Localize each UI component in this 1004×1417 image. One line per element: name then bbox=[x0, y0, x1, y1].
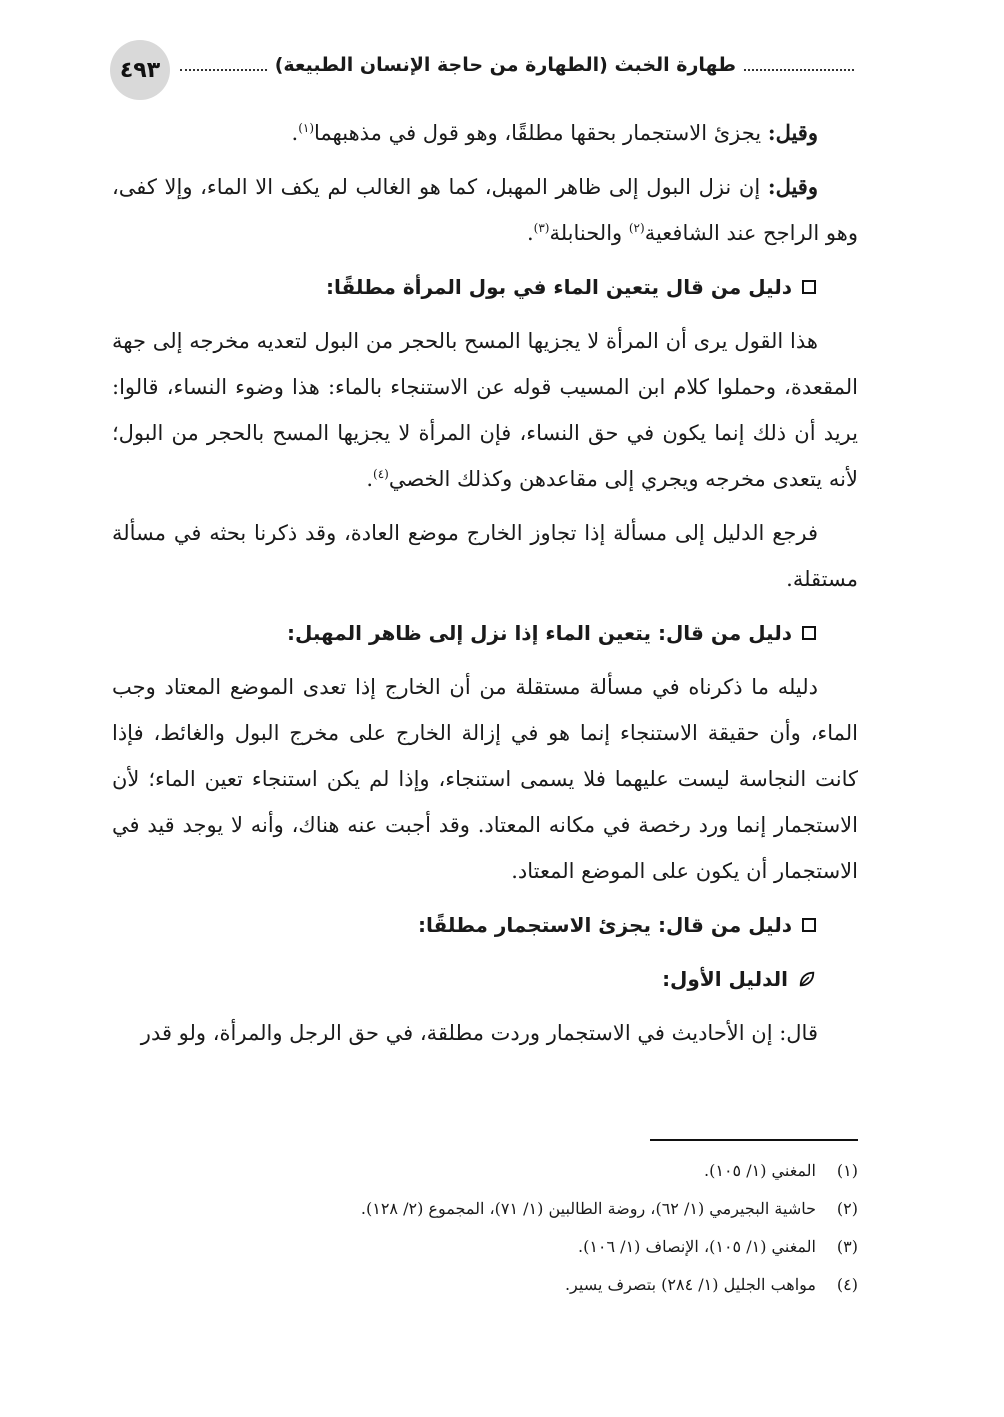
paragraph-text: هذا القول يرى أن المرأة لا يجزيها المسح بالحجر من البول لتعديه مخرجه إلى جهة المقعدة، وحملوا كلام ابن المسيب قوله عن الاستنجاء بالماء: هذا وضوء النساء، قالوا: يريد أن ذلك إنما يكون في حق النساء، فإن المرأة لا يجزيها المسح بالحجر من البول؛ لأنه يتعدى مخرجه ويجري إلى مقاعدهن وكذلك الخصي bbox=[112, 329, 858, 491]
page-header bbox=[110, 40, 854, 100]
heading-text: دليل من قال: يتعين الماء إذا نزل إلى ظاهر المهبل: bbox=[287, 621, 792, 645]
heading-text: الدليل الأول: bbox=[662, 967, 788, 991]
paragraph-3 bbox=[112, 318, 858, 502]
footnote-number: (٣) bbox=[836, 1237, 858, 1256]
footnotes bbox=[112, 1152, 858, 1304]
paragraph-end: . bbox=[526, 221, 534, 245]
header-dots-right bbox=[744, 69, 854, 71]
footnote-ref[interactable]: (١) bbox=[298, 121, 315, 135]
square-bullet-icon bbox=[802, 918, 816, 932]
paragraph-text: يجزئ الاستجمار بحقها مطلقًا، وهو قول في مذهبهما bbox=[314, 121, 768, 145]
paragraph-text: إن نزل البول إلى ظاهر المهبل، كما هو الغالب لم يكف الا الماء، وإلا كفى، وهو الراجح عند الشافعية bbox=[112, 175, 858, 245]
footnote-separator bbox=[650, 1139, 858, 1141]
paragraph-6: قال: إن الأحاديث في الاستجمار وردت مطلقة، في حق الرجل والمرأة، ولو قدر bbox=[140, 1021, 818, 1045]
footnote-item bbox=[112, 1228, 858, 1266]
paragraph-2 bbox=[112, 164, 858, 256]
paragraph-5: دليله ما ذكرناه في مسألة مستقلة من أن الخارج إذا تعدى الموضع المعتاد وجب الماء، وأن حقيقة الاستنجاء إنما هو في إزالة الخارج على مخرج البول والغائط، فإذا كانت النجاسة ليست عليهما فلا يسمى استنجاء، وإذا لم يكن استنجاء تعين الماء؛ لأن الاستجمار إنما ورد رخصة في مكانه المعتاد. وقد أجبت عنه هناك، وأنه لا يوجد قيد في الاستجمار أن يكون على الموضع المعتاد. bbox=[112, 675, 858, 883]
paragraph-end: . bbox=[366, 467, 373, 491]
paragraph-text: والحنابلة bbox=[549, 221, 629, 245]
heading-text: دليل من قال يتعين الماء في بول المرأة مطلقًا: bbox=[325, 275, 792, 299]
subsection-heading bbox=[112, 956, 858, 1002]
main-text bbox=[112, 110, 858, 1064]
footnote-item bbox=[112, 1152, 858, 1190]
header-title-text: طهارة الخبث (الطهارة من حاجة الإنسان الطبيعة) bbox=[274, 54, 736, 76]
footnote-text: مواهب الجليل (١/ ٢٨٤) بتصرف يسير. bbox=[564, 1275, 816, 1294]
footnote-ref[interactable]: (٤) bbox=[373, 467, 389, 481]
footnote-number: (١) bbox=[836, 1161, 858, 1180]
footnote-ref[interactable]: (٣) bbox=[533, 221, 550, 235]
square-bullet-icon bbox=[802, 626, 816, 640]
footnote-ref[interactable]: (٢) bbox=[628, 221, 645, 235]
header-dots-left bbox=[180, 69, 267, 71]
paragraph-4: فرجع الدليل إلى مسألة إذا تجاوز الخارج موضع العادة، وقد ذكرنا بحثه في مسألة مستقلة. bbox=[112, 521, 858, 591]
footnote-text: حاشية البجيرمي (١/ ٦٢)، روضة الطالبين (١/ ٧١)، المجموع (٢/ ١٢٨). bbox=[360, 1199, 816, 1218]
footnote-item bbox=[112, 1266, 858, 1304]
paragraph-1 bbox=[112, 110, 858, 156]
footnote-text: المغني (١/ ١٠٥). bbox=[704, 1161, 816, 1180]
heading-text: دليل من قال: يجزئ الاستجمار مطلقًا: bbox=[418, 913, 792, 937]
footnote-item bbox=[112, 1190, 858, 1228]
section-heading-3 bbox=[112, 902, 858, 948]
running-title bbox=[180, 54, 854, 76]
square-bullet-icon bbox=[802, 280, 816, 294]
page-number-badge bbox=[110, 40, 170, 100]
footnote-number: (٢) bbox=[836, 1199, 858, 1218]
paragraph-lead: وقيل: bbox=[767, 120, 818, 145]
leaf-ornament-icon bbox=[798, 970, 816, 988]
footnote-text: المغني (١/ ١٠٥)، الإنصاف (١/ ١٠٦). bbox=[577, 1237, 816, 1256]
section-heading-1 bbox=[112, 264, 858, 310]
footnote-number: (٤) bbox=[836, 1275, 858, 1294]
paragraph-lead: وقيل: bbox=[767, 174, 818, 199]
page-number: ٤٩٣ bbox=[119, 57, 161, 83]
section-heading-2 bbox=[112, 610, 858, 656]
paragraph-end: . bbox=[291, 121, 299, 145]
